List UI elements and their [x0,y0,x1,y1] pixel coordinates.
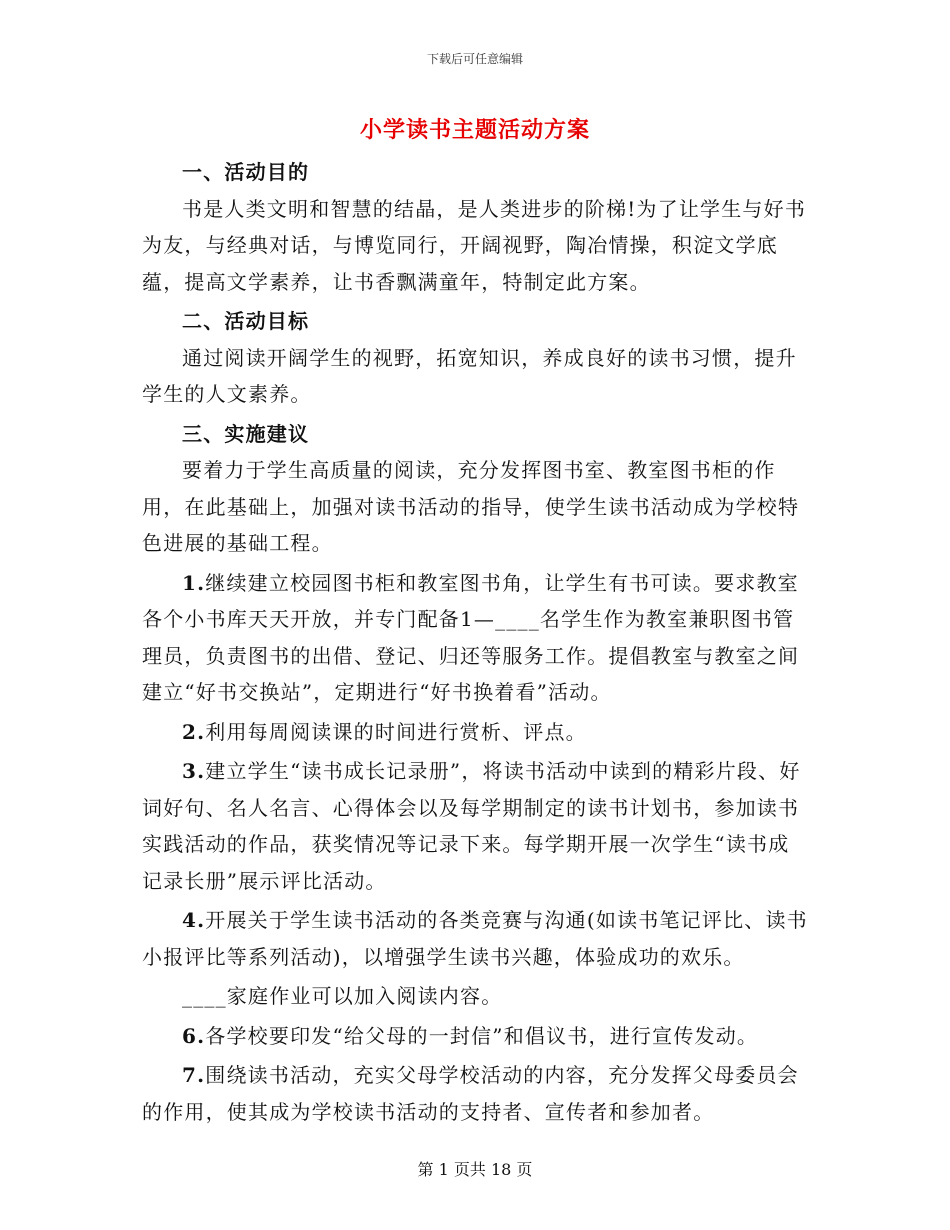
document-title: 小学读书主题活动方案 [359,117,590,143]
item-number: 3. [182,759,206,783]
section-heading-goal: 二、活动目标 [182,309,310,333]
list-item [142,753,808,899]
paragraph-goal: 通过阅读开阔学生的视野，拓宽知识，养成良好的读书习惯，提升学生的人文素养。 [142,345,797,406]
item-number: 4. [182,908,206,932]
item-text: 利用每周阅读课的时间进行赏析、评点。 [205,719,587,744]
paragraph-purpose: 书是人类文明和智慧的结晶，是人类进步的阶梯!为了让学生与好书为友，与经典对话，与博览同行，开阔视野，陶冶情操，积淀文学底蕴，提高文学素养，让书香飘满童年，特制定此方案。 [142,196,807,294]
item-text: ____家庭作业可以加入阅读内容。 [182,984,503,1008]
list-item [142,978,808,1015]
page-header: 下载后可任意编辑 [426,52,523,66]
item-text: 继续建立校园图书柜和教室图书角，让学生有书可读。要求教室各个小书库天天开放，并专门配备1—____名学生作为教室兼职图书管理员，负责图书的出借、登记、归还等服务工作。提倡教室与教室之间建立“好书交换站”，定期进行“好书换着看”活动。 [142,570,800,704]
item-text: 各学校要印发“给父母的一封信”和倡议书，进行宣传发动。 [205,1023,759,1048]
item-text: 建立学生“读书成长记录册”，将读书活动中读到的精彩片段、好词好句、名人名言、心得体会以及每学期制定的读书计划书，参加读书实践活动的作品，获奖情况等记录下来。每学期开展一次学生“读书成记录长册”展示评比活动。 [142,759,801,893]
section-heading-suggestions: 三、实施建议 [182,421,310,446]
list-item [142,902,808,975]
item-number: 7. [182,1063,206,1087]
item-text: 围绕读书活动，充实父母学校活动的内容，充分发挥父母委员会的作用，使其成为学校读书活动的支持者、宣传者和参加者。 [142,1063,799,1124]
paragraph-suggestions: 要着力于学生高质量的阅读，充分发挥图书室、教室图书柜的作用，在此基础上，加强对读书活动的指导，使学生读书活动成为学校特色进展的基础工程。 [142,458,800,555]
item-text: 开展关于学生读书活动的各类竞赛与沟通(如读书笔记评比、读书小报评比等系列活动)，以增强学生读书兴趣，体验成功的欢乐。 [142,908,808,969]
item-number: 6. [182,1023,206,1048]
page-footer: 第 1 页共 18 页 [417,1160,533,1179]
list-item [142,565,808,711]
item-number: 2. [182,719,206,744]
document-body [142,154,808,1130]
list-item [142,1018,808,1055]
section-heading-purpose: 一、活动目的 [182,160,310,184]
item-number: 1. [182,570,206,595]
list-item [142,1057,808,1130]
list-item [142,714,808,751]
